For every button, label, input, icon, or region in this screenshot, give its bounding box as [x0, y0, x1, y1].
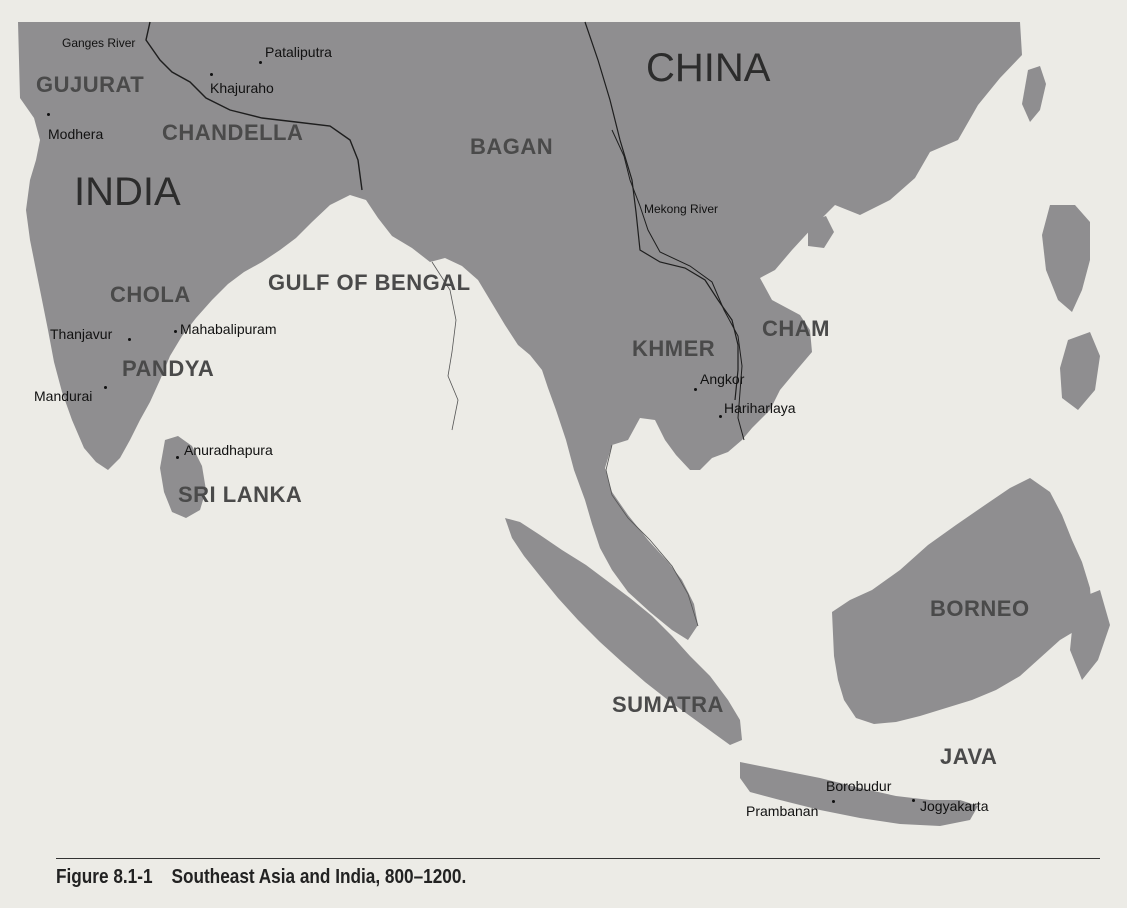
city-label-angkor: Angkor — [700, 371, 745, 387]
city-marker — [912, 799, 915, 802]
figure-caption — [56, 866, 466, 889]
city-label-thanjavur: Thanjavur — [50, 326, 113, 342]
region-label-pandya: PANDYA — [122, 356, 215, 381]
river-label-mekong: Mekong River — [644, 202, 719, 216]
region-label-chandella: CHANDELLA — [162, 120, 304, 145]
figure-number: Figure 8.1-1 — [56, 866, 153, 888]
city-marker — [174, 330, 177, 333]
hainan-island — [808, 216, 834, 248]
city-marker — [719, 415, 722, 418]
country-label-india: INDIA — [74, 170, 181, 214]
city-label-hariharlaya: Hariharlaya — [724, 400, 796, 416]
city-label-mandurai: Mandurai — [34, 388, 93, 404]
region-label-gulf-of-bengal: GULF OF BENGAL — [268, 270, 471, 295]
region-label-bagan: BAGAN — [470, 134, 554, 159]
philippines-island — [1042, 205, 1090, 312]
city-marker — [832, 800, 835, 803]
country-label-china: CHINA — [646, 46, 771, 90]
city-marker — [259, 61, 262, 64]
city-label-pataliputra: Pataliputra — [265, 44, 332, 60]
taiwan-island — [1022, 66, 1046, 122]
city-marker — [176, 456, 179, 459]
city-marker — [104, 386, 107, 389]
river-label-ganges: Ganges River — [62, 36, 136, 50]
city-label-mahabalipuram: Mahabalipuram — [180, 321, 277, 337]
city-label-prambanan: Prambanan — [746, 803, 819, 819]
eastern-islands — [1060, 332, 1100, 410]
city-marker — [47, 113, 50, 116]
city-marker — [694, 388, 697, 391]
region-label-sumatra: SUMATRA — [612, 692, 724, 717]
region-label-chola: CHOLA — [110, 282, 191, 307]
city-label-khajuraho: Khajuraho — [210, 80, 274, 96]
sulawesi-island — [1070, 590, 1110, 680]
region-label-sri-lanka: SRI LANKA — [178, 482, 303, 507]
region-label-borneo: BORNEO — [930, 596, 1030, 621]
city-marker — [128, 338, 131, 341]
figure-title: Southeast Asia and India, 800–1200. — [171, 866, 467, 888]
city-label-jogyakarta: Jogyakarta — [920, 798, 989, 814]
region-label-gujurat: GUJURAT — [36, 72, 145, 97]
caption-rule — [56, 858, 1100, 859]
city-marker — [210, 73, 213, 76]
region-label-java: JAVA — [940, 744, 998, 769]
city-label-modhera: Modhera — [48, 126, 104, 142]
region-label-cham: CHAM — [762, 316, 830, 341]
city-label-anuradhapura: Anuradhapura — [184, 442, 273, 458]
city-label-borobudur: Borobudur — [826, 778, 892, 794]
region-label-khmer: KHMER — [632, 336, 716, 361]
